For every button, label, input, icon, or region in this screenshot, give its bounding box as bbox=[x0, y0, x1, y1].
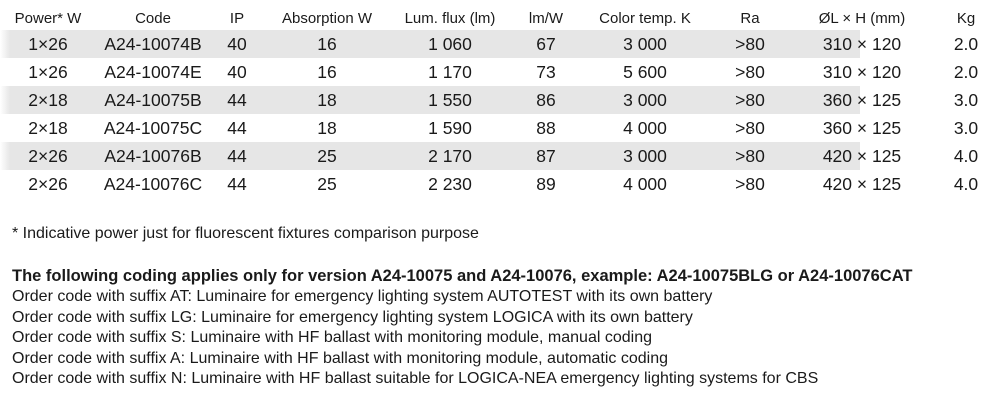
table-row bbox=[0, 86, 1000, 114]
cell-color-temp: 4 000 bbox=[623, 117, 667, 138]
cell-power: 2×26 bbox=[28, 145, 68, 166]
cell-code: A24-10074E bbox=[104, 61, 202, 82]
coding-section bbox=[12, 266, 1000, 390]
cell-lum-flux: 1 060 bbox=[428, 33, 472, 54]
header-code: Code bbox=[135, 9, 171, 27]
cell-color-temp: 4 000 bbox=[623, 173, 667, 194]
header-ra: Ra bbox=[740, 9, 760, 27]
cell-color-temp: 3 000 bbox=[623, 89, 667, 110]
cell-absorption: 18 bbox=[317, 117, 337, 138]
coding-line: Order code with suffix AT: Luminaire for emergency lighting system AUTOTEST with its own battery bbox=[12, 288, 713, 305]
header-lm-w: lm/W bbox=[528, 9, 564, 27]
table-row bbox=[0, 142, 1000, 170]
cell-code: A24-10075C bbox=[103, 117, 203, 138]
cell-ip: 40 bbox=[227, 61, 247, 82]
header-power: Power* W bbox=[14, 9, 82, 27]
cell-lum-flux: 2 170 bbox=[428, 145, 472, 166]
cell-dimensions: 420 × 125 bbox=[822, 173, 902, 194]
cell-color-temp: 3 000 bbox=[623, 33, 667, 54]
cell-absorption: 25 bbox=[317, 145, 337, 166]
cell-ra: >80 bbox=[735, 117, 765, 138]
cell-power: 2×26 bbox=[28, 173, 68, 194]
header-lum-flux: Lum. flux (lm) bbox=[404, 9, 496, 27]
header-kg: Kg bbox=[956, 9, 976, 27]
table-row bbox=[0, 114, 1000, 142]
cell-power: 1×26 bbox=[28, 61, 68, 82]
cell-lm-w: 67 bbox=[536, 33, 556, 54]
footnote: * Indicative power just for fluorescent fixtures comparison purpose bbox=[12, 225, 479, 242]
cell-color-temp: 5 600 bbox=[623, 61, 667, 82]
cell-dimensions: 310 × 120 bbox=[822, 33, 902, 54]
cell-lum-flux: 1 590 bbox=[428, 117, 472, 138]
spec-table bbox=[0, 6, 1000, 198]
cell-absorption: 16 bbox=[317, 33, 337, 54]
header-ip: IP bbox=[229, 9, 245, 27]
coding-title: The following coding applies only for version A24-10075 and A24-10076, example: A24-10075BLG or A24-10076CAT bbox=[12, 267, 913, 285]
cell-code: A24-10075B bbox=[104, 89, 202, 110]
coding-line: Order code with suffix S: Luminaire with HF ballast with monitoring module, manual coding bbox=[12, 329, 652, 346]
cell-lum-flux: 2 230 bbox=[428, 173, 472, 194]
cell-color-temp: 3 000 bbox=[623, 145, 667, 166]
cell-kg: 3.0 bbox=[953, 117, 979, 138]
cell-lm-w: 86 bbox=[536, 89, 556, 110]
cell-ra: >80 bbox=[735, 33, 765, 54]
cell-ra: >80 bbox=[735, 89, 765, 110]
cell-ip: 44 bbox=[227, 173, 247, 194]
cell-ip: 44 bbox=[227, 89, 247, 110]
cell-absorption: 18 bbox=[317, 89, 337, 110]
cell-code: A24-10076C bbox=[103, 173, 203, 194]
cell-kg: 4.0 bbox=[953, 173, 979, 194]
cell-kg: 4.0 bbox=[953, 145, 979, 166]
cell-dimensions: 310 × 120 bbox=[822, 61, 902, 82]
cell-dimensions: 420 × 125 bbox=[822, 145, 902, 166]
cell-dimensions: 360 × 125 bbox=[822, 117, 902, 138]
coding-line: Order code with suffix N: Luminaire with HF ballast suitable for LOGICA-NEA emergency lighting systems for CBS bbox=[12, 370, 819, 387]
cell-ip: 40 bbox=[227, 33, 247, 54]
coding-line: Order code with suffix LG: Luminaire for emergency lighting system LOGICA with its own battery bbox=[12, 308, 693, 326]
cell-power: 2×18 bbox=[28, 117, 68, 138]
cell-ip: 44 bbox=[227, 145, 247, 166]
cell-lum-flux: 1 550 bbox=[428, 89, 472, 110]
cell-code: A24-10076B bbox=[104, 145, 202, 166]
coding-line: Order code with suffix A: Luminaire with HF ballast with monitoring module, automatic coding bbox=[12, 349, 669, 367]
cell-ra: >80 bbox=[735, 61, 765, 82]
cell-lm-w: 73 bbox=[536, 61, 556, 82]
header-color-temp: Color temp. K bbox=[599, 9, 691, 27]
cell-ra: >80 bbox=[735, 145, 765, 166]
cell-lm-w: 89 bbox=[536, 173, 556, 194]
table-header bbox=[0, 6, 1000, 30]
table-row bbox=[0, 58, 1000, 86]
cell-kg: 3.0 bbox=[953, 89, 979, 110]
cell-kg: 2.0 bbox=[953, 33, 979, 54]
table-row bbox=[0, 170, 1000, 198]
cell-lum-flux: 1 170 bbox=[428, 61, 472, 82]
cell-absorption: 25 bbox=[317, 173, 337, 194]
cell-ip: 44 bbox=[227, 117, 247, 138]
cell-lm-w: 87 bbox=[536, 145, 556, 166]
cell-absorption: 16 bbox=[317, 61, 337, 82]
header-dimensions: ØL × H (mm) bbox=[818, 9, 906, 27]
cell-ra: >80 bbox=[735, 173, 765, 194]
cell-code: A24-10074B bbox=[104, 33, 202, 54]
cell-lm-w: 88 bbox=[536, 117, 556, 138]
cell-power: 1×26 bbox=[28, 33, 68, 54]
cell-dimensions: 360 × 125 bbox=[822, 89, 902, 110]
header-absorption: Absorption W bbox=[281, 9, 373, 27]
cell-kg: 2.0 bbox=[953, 61, 979, 82]
cell-power: 2×18 bbox=[28, 89, 68, 110]
table-row bbox=[0, 30, 1000, 58]
